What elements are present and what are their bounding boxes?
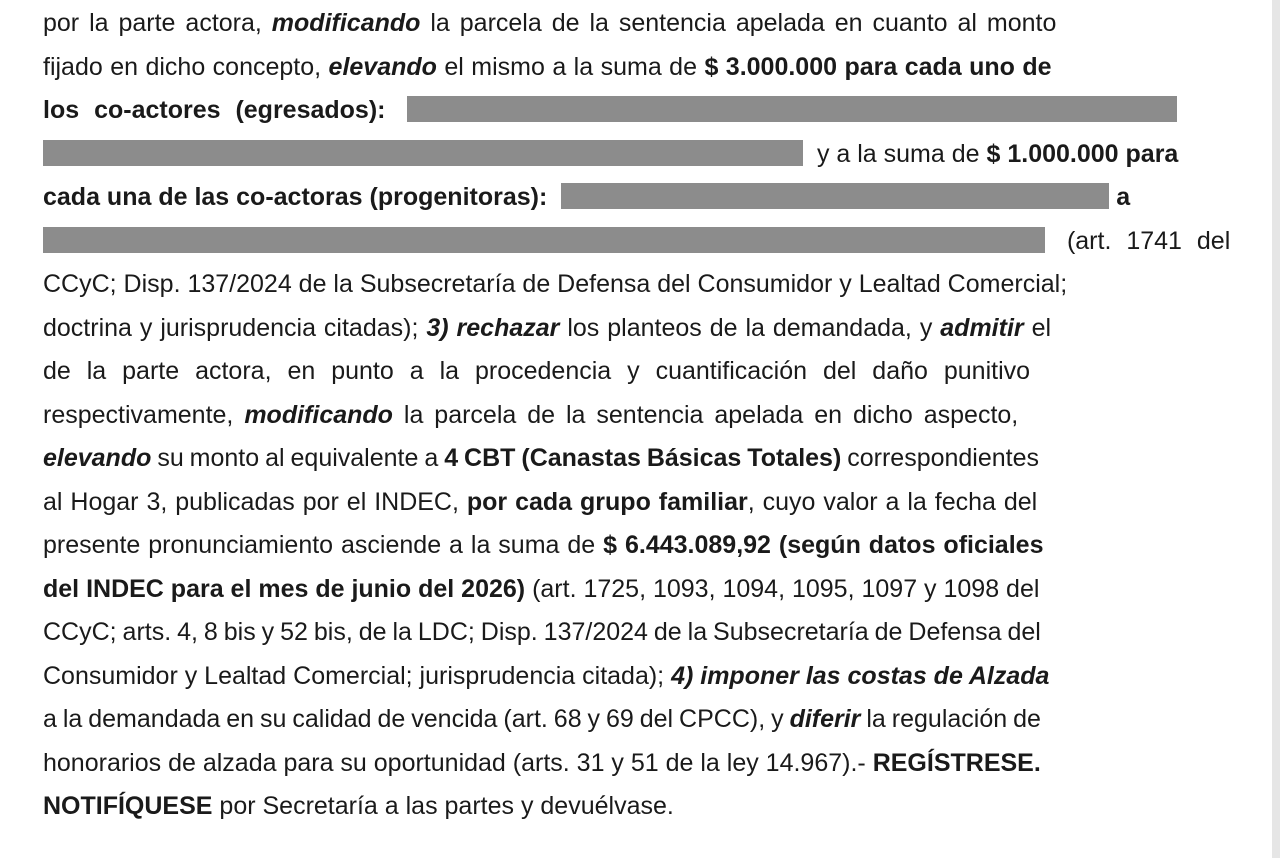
label-text: los co-actores (egresados):	[43, 96, 386, 124]
emphasis-text: diferir	[789, 705, 861, 733]
text-line	[43, 655, 1233, 699]
text-line	[43, 46, 1233, 90]
scrollbar-track	[1272, 0, 1280, 858]
text-run: presente pronunciamiento asciende a la suma de	[43, 531, 596, 559]
text-run: correspondientes	[847, 444, 1040, 472]
redaction-bar	[43, 140, 803, 166]
text-run: y a la suma de	[816, 139, 980, 168]
emphasis-text: modificando	[244, 400, 393, 429]
text-line	[43, 394, 1233, 438]
amount-text: 4 CBT (Canastas Básicas Totales)	[444, 444, 842, 472]
text-run: la parcela de la sentencia apelada en dicho aspecto,	[403, 400, 1019, 429]
text-line: de la parte actora, en punto a la procedencia y cuantificación del daño punitivo	[43, 357, 1031, 385]
text-run: a la demandada en su calidad de vencida (art. 68 y 69 del CPCC), y	[43, 705, 784, 733]
text-run: fijado en dicho concepto,	[43, 52, 322, 81]
text-line	[43, 568, 1233, 612]
text-line	[43, 133, 1233, 177]
text-run: , cuyo valor a la fecha del	[747, 487, 1038, 516]
emphasis-text: por cada grupo familiar	[466, 487, 748, 516]
amount-text: $ 6.443.089,92 (según datos oficiales	[603, 531, 1044, 559]
text-line	[43, 742, 1233, 786]
text-run: por la parte actora,	[43, 9, 262, 37]
text-line	[43, 2, 1233, 46]
text-run: su monto al equivalente a	[157, 444, 439, 472]
text-line	[43, 220, 1233, 264]
text-run: respectivamente,	[43, 400, 234, 429]
text-line	[43, 524, 1233, 568]
text-run: honorarios de alzada para su oportunidad (arts. 31 y 51 de la ley 14.967).-	[43, 748, 866, 777]
text-line	[43, 437, 1233, 481]
text-line: CCyC; arts. 4, 8 bis y 52 bis, de la LDC; Disp. 137/2024 de la Subsecretaría de Defensa del	[43, 618, 1041, 646]
amount-text: $ 3.000.000 para cada uno de	[704, 52, 1052, 81]
text-line	[43, 176, 1233, 220]
text-run: por Secretaría a las partes y devuélvase.	[219, 792, 674, 820]
emphasis-text: modificando	[271, 9, 421, 37]
emphasis-text: 3) rechazar	[426, 313, 560, 342]
emphasis-text: NOTIFÍQUESE	[43, 792, 213, 820]
text-run: (art. 1725, 1093, 1094, 1095, 1097 y 1098 del	[532, 574, 1040, 603]
redaction-bar	[43, 227, 1045, 253]
text-run: los planteos de la demandada, y	[567, 313, 933, 342]
text-run: al Hogar 3, publicadas por el INDEC,	[43, 487, 459, 516]
redaction-bar	[407, 96, 1177, 122]
text-run: el mismo a la suma de	[444, 52, 697, 81]
text-run: el	[1031, 313, 1052, 342]
text-line	[43, 785, 1233, 829]
text-line	[43, 89, 1233, 133]
text-line	[43, 698, 1233, 742]
emphasis-text: del INDEC para el mes de junio del 2026)	[43, 574, 526, 603]
redaction-bar	[561, 183, 1109, 209]
emphasis-text: 4) imponer las costas de Alzada	[671, 661, 1050, 690]
text-run: doctrina y jurisprudencia citadas);	[43, 313, 419, 342]
text-run: Consumidor y Lealtad Comercial; jurisprudencia citada);	[43, 661, 665, 690]
document-body	[43, 2, 1233, 829]
text-run: la parcela de la sentencia apelada en cuanto al monto	[430, 9, 1057, 37]
emphasis-text: elevando	[328, 52, 437, 81]
text-run: a	[1116, 183, 1131, 211]
emphasis-text: elevando	[43, 444, 152, 472]
emphasis-text: admitir	[940, 313, 1024, 342]
text-line: CCyC; Disp. 137/2024 de la Subsecretaría de Defensa del Consumidor y Lealtad Comercial;	[43, 270, 1068, 298]
amount-text: $ 1.000.000 para	[986, 139, 1179, 168]
text-run: (art. 1741 del	[1066, 226, 1231, 255]
label-text: cada una de las co-actoras (progenitoras):	[43, 183, 548, 211]
text-line	[43, 307, 1233, 351]
emphasis-text: REGÍSTRESE.	[872, 748, 1041, 777]
text-line	[43, 481, 1233, 525]
text-run: la regulación de	[866, 705, 1041, 733]
